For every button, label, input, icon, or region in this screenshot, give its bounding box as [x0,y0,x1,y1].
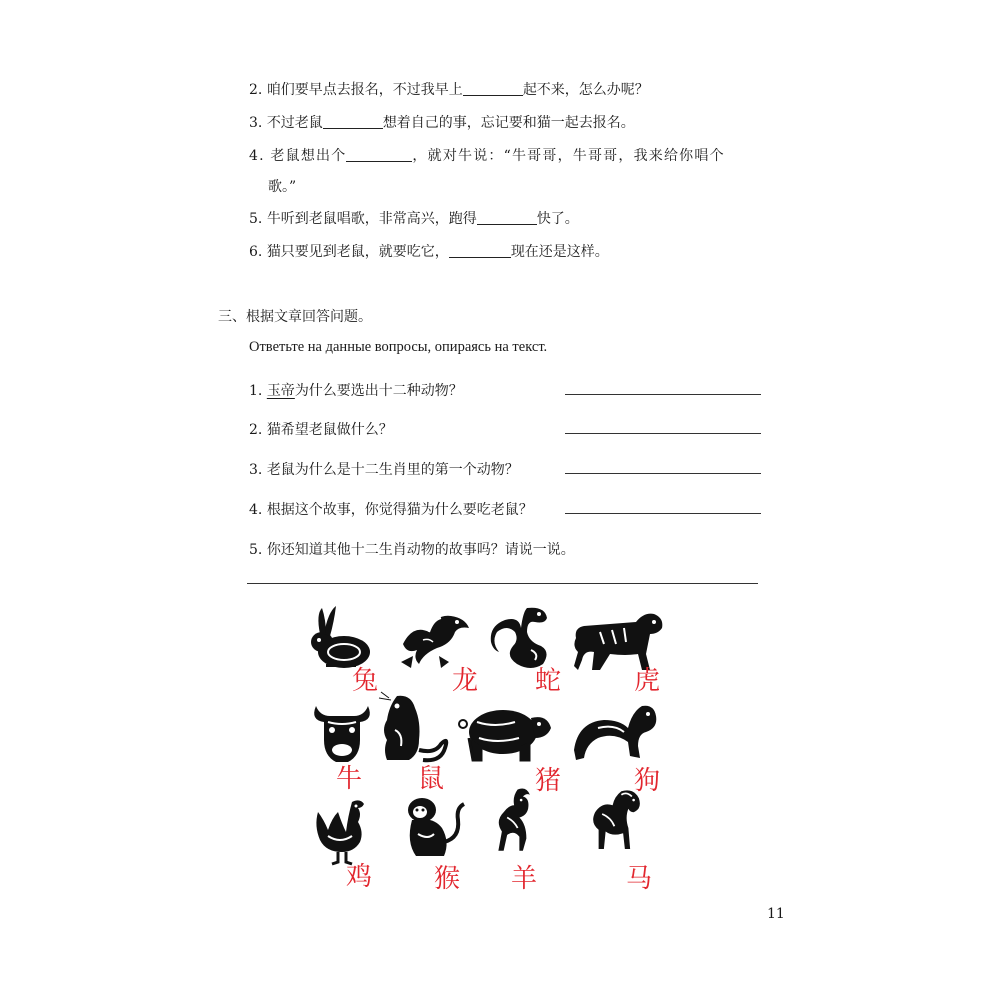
section-heading: 三、根据文章回答问题。 [218,309,372,325]
item-text-before: 老鼠想出个 [270,148,347,164]
fill-blank[interactable] [346,147,412,162]
answer-line[interactable] [565,473,761,474]
item-text-before: 牛听到老鼠唱歌，非常高兴，跑得 [266,211,477,227]
fill-item-5 [249,208,579,228]
item-number: 3. [249,115,263,131]
zodiac-label: 猴 [434,864,461,894]
answer-line[interactable] [565,394,761,395]
item-number: 4. [249,148,265,164]
answer-line[interactable] [565,433,761,434]
zodiac-label: 狗 [634,766,661,796]
item-number: 6. [249,244,263,260]
fill-item-4 [249,145,725,165]
question-2 [249,419,393,439]
item-text-continued: 歌。” [268,179,297,195]
question-5 [249,539,575,559]
answer-line-long[interactable] [247,583,758,584]
question-3 [249,459,519,479]
monkey-icon [398,794,468,864]
russian-instruction: Ответьте на данные вопросы, опираясь на текст. [249,339,548,355]
item-text-after: ，就对牛说：“牛哥哥，牛哥哥，我来给你唱个 [412,148,725,164]
question-text: 根据这个故事，你觉得猫为什么要吃老鼠？ [266,502,533,518]
fill-blank[interactable] [449,243,511,258]
question-text: 老鼠为什么是十二生肖里的第一个动物？ [266,462,519,478]
question-number: 4. [249,502,263,518]
item-text-after: 起不来，怎么办呢？ [522,82,649,98]
item-number: 5. [249,211,263,227]
answer-line[interactable] [565,513,761,514]
question-number: 2. [249,422,263,438]
question-text: 猫希望老鼠做什么？ [266,422,393,438]
question-4 [249,499,533,519]
zodiac-label: 牛 [336,764,363,794]
zodiac-label: 鼠 [418,764,445,794]
item-text-before: 咱们要早点去报名，不过我早上 [266,82,463,98]
goat-icon [487,786,557,856]
fill-blank[interactable] [323,114,383,129]
fill-item-3 [249,112,635,132]
horse-icon [582,786,652,856]
question-1 [249,380,463,400]
zodiac-label: 羊 [511,864,538,894]
page-number: 11 [767,906,785,922]
item-text-after: 快了。 [536,211,579,227]
question-number: 5. [249,542,263,558]
fill-blank[interactable] [463,81,523,96]
question-text: 为什么要选出十二种动物？ [294,383,463,399]
dog-icon [570,698,662,768]
zodiac-label: 虎 [634,666,661,696]
item-number: 2. [249,82,263,98]
item-text-before: 猫只要见到老鼠，就要吃它， [266,244,449,260]
fill-item-6 [249,241,609,261]
fill-item-2 [249,79,649,99]
zodiac-label: 马 [626,864,653,894]
pig-icon [455,698,555,768]
question-number: 1. [249,383,263,399]
zodiac-label: 猪 [535,766,562,796]
fill-item-4-continued [268,176,296,196]
zodiac-label: 兔 [352,666,379,696]
item-text-before: 不过老鼠 [266,115,323,131]
item-text-after: 想着自己的事，忘记要和猫一起去报名。 [382,115,635,131]
zodiac-label: 龙 [452,666,479,696]
rat-icon [375,690,457,770]
question-text: 你还知道其他十二生肖动物的故事吗？请说一说。 [266,542,575,558]
zodiac-label: 鸡 [346,862,373,892]
question-number: 3. [249,462,263,478]
fill-blank[interactable] [477,210,537,225]
zodiac-label: 蛇 [535,666,562,696]
item-text-after: 现在还是这样。 [510,244,609,260]
underlined-term: 玉帝 [266,383,295,399]
